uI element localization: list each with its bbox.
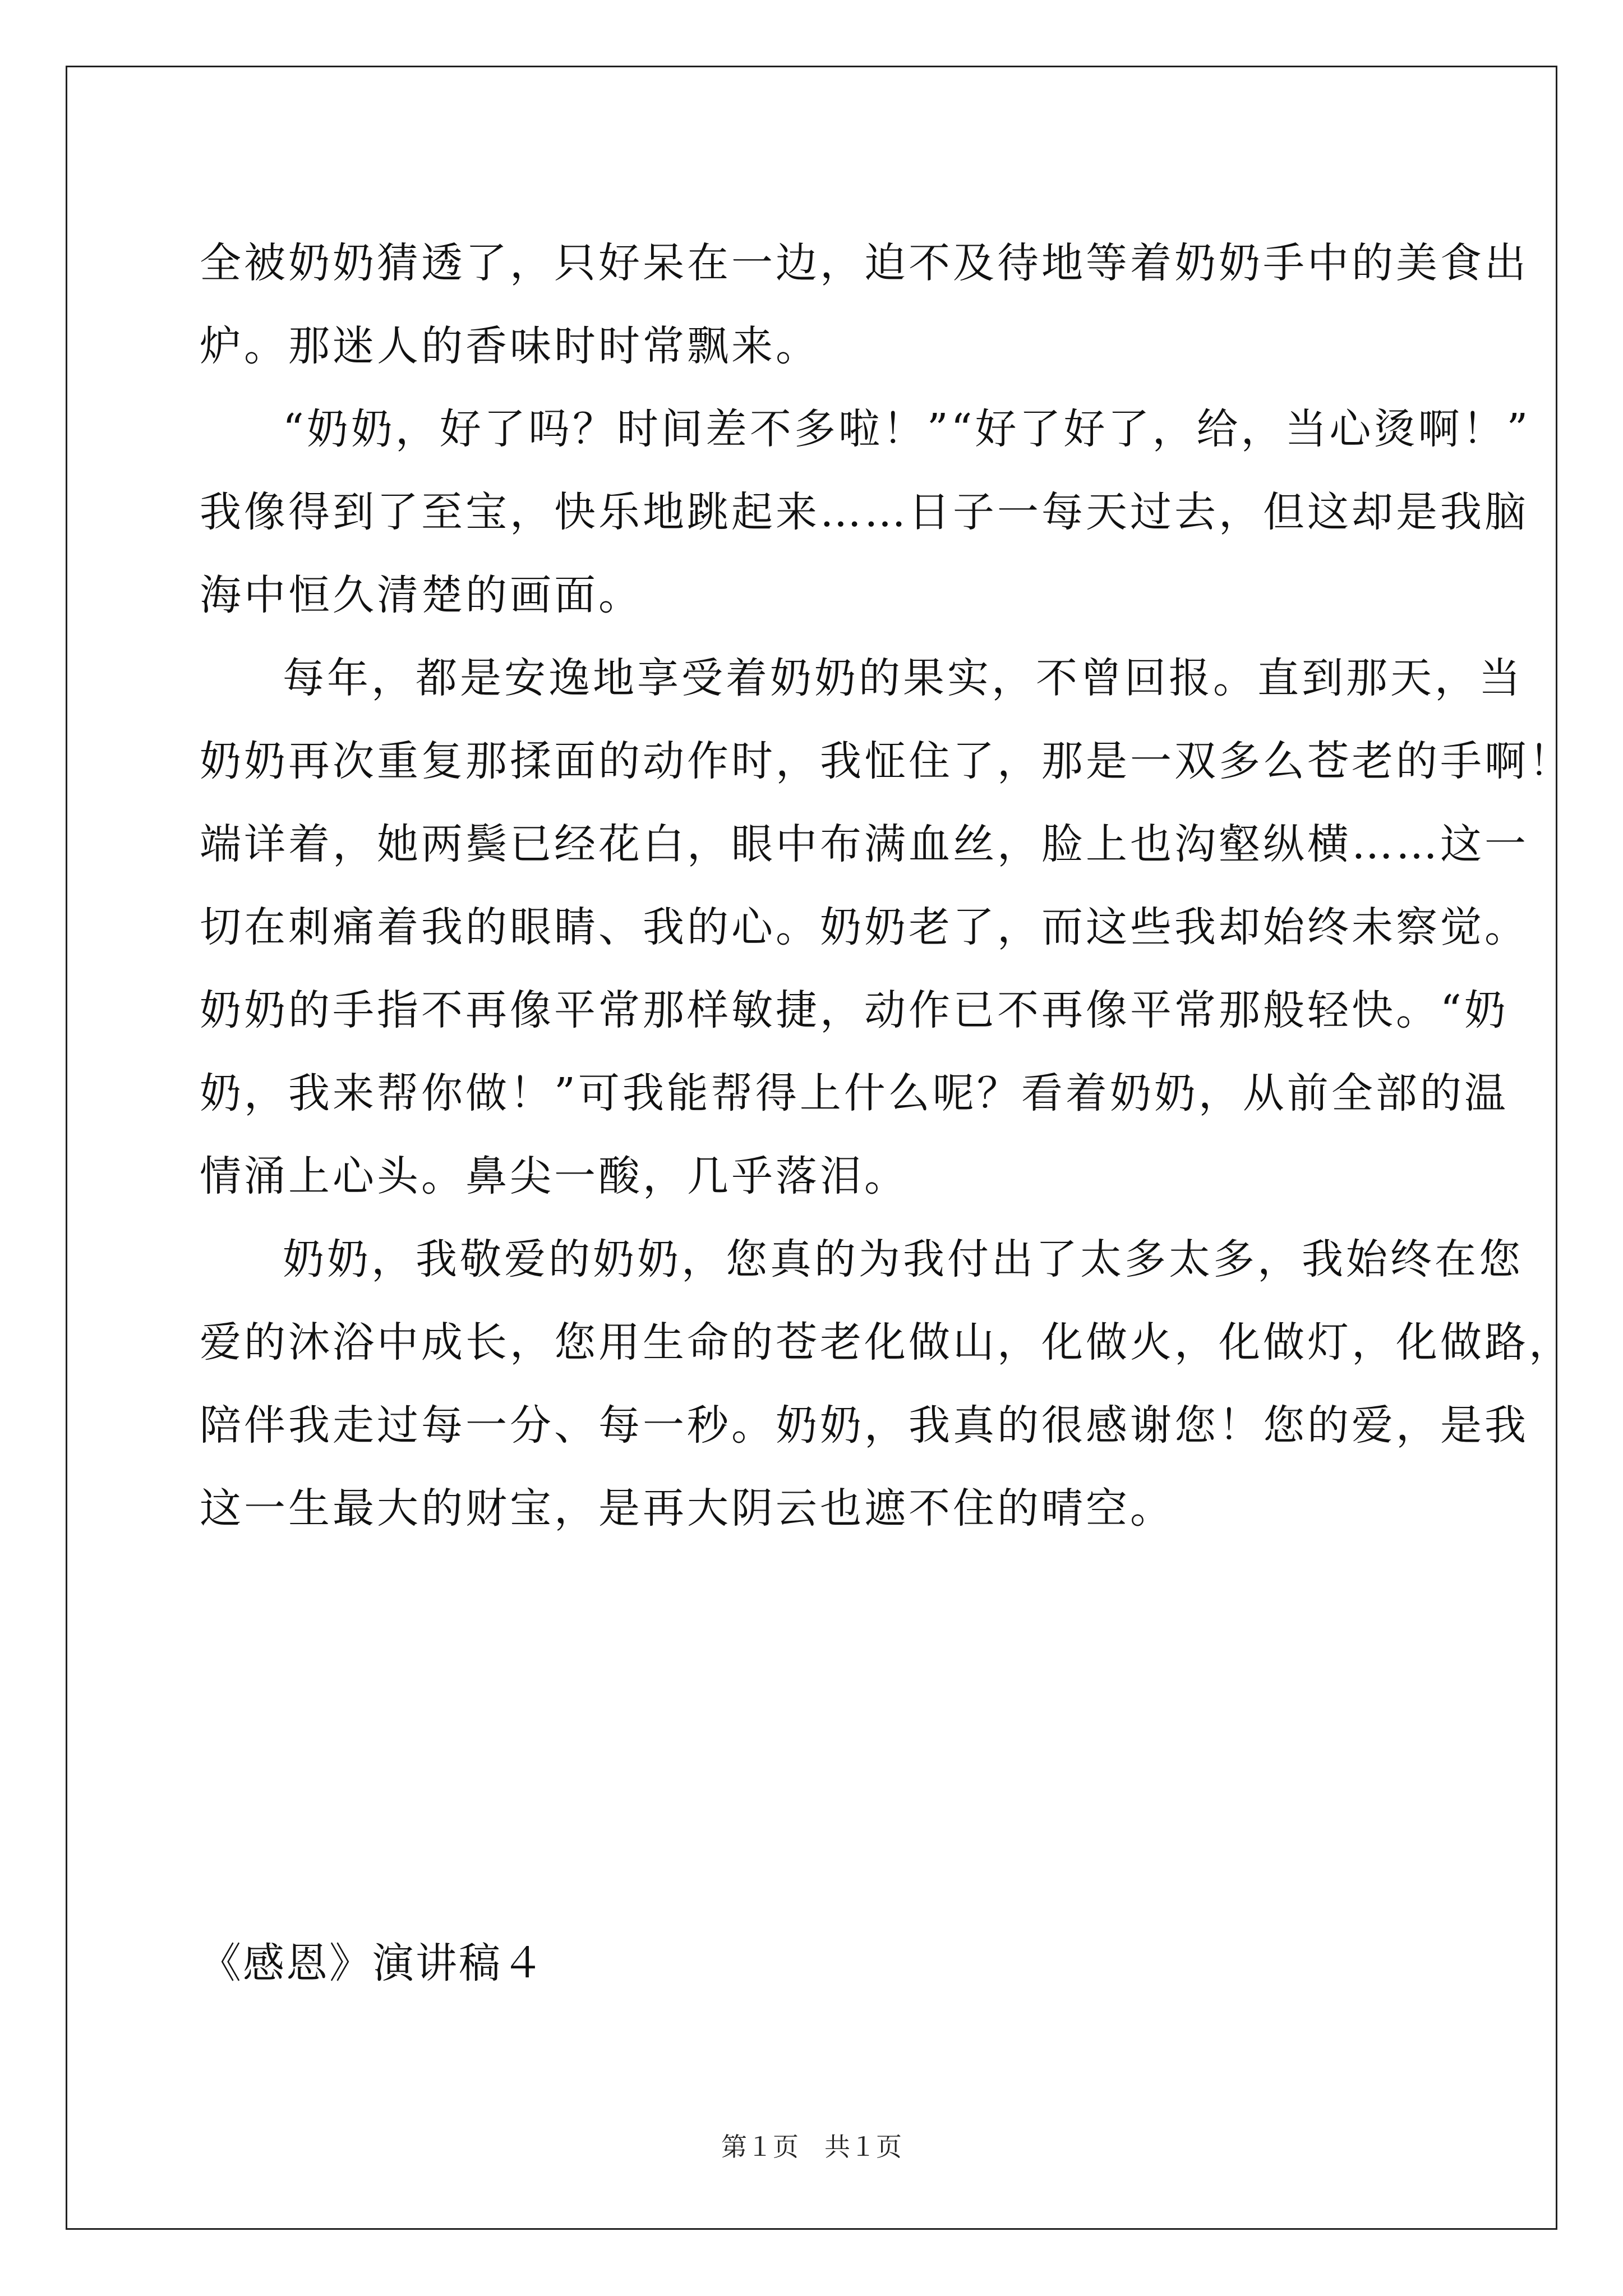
text-line: 海中恒久清楚的画面。 [200, 571, 643, 619]
text-line: 炉。那迷人的香味时时常飘来。 [200, 322, 820, 370]
text-line: 这一生最大的财宝，是再大阴云也遮不住的晴空。 [200, 1484, 1174, 1533]
document-body [200, 222, 1573, 1550]
text-line: 端详着，她两鬓已经花白，眼中布满血丝，脸上也沟壑纵横……这一 [200, 820, 1529, 868]
text-line: 切在刺痛着我的眼睛、我的心。奶奶老了，而这些我却始终未察觉。 [200, 903, 1529, 951]
text-line: 全被奶奶猜透了，只好呆在一边，迫不及待地等着奶奶手中的美食出 [200, 239, 1529, 287]
text-line: 爱的沐浴中成长，您用生命的苍老化做山，化做火，化做灯，化做路， [200, 1318, 1573, 1366]
text-line: 我像得到了至宝，快乐地跳起来……日子一每天过去，但这却是我脑 [200, 488, 1529, 536]
section-heading: 《感恩》演讲稿４ [200, 1939, 545, 1987]
paragraph-first-line: 奶奶，我敬爱的奶奶，您真的为我付出了太多太多，我始终在您 [283, 1235, 1523, 1283]
text-line: 奶奶的手指不再像平常那样敏捷，动作已不再像平常那般轻快。“奶 [200, 986, 1509, 1034]
text-line: 奶奶再次重复那揉面的动作时，我怔住了，那是一双多么苍老的手啊！ [200, 737, 1573, 785]
paragraph-first-line: “奶奶，好了吗？时间差不多啦！”“好了好了，给，当心烫啊！” [283, 405, 1531, 453]
text-line: 陪伴我走过每一分、每一秒。奶奶，我真的很感谢您！您的爱，是我 [200, 1401, 1529, 1450]
paragraph-first-line: 每年，都是安逸地享受着奶奶的果实，不曾回报。直到那天，当 [283, 654, 1523, 702]
text-line: 情涌上心头。鼻尖一酸，几乎落泪。 [200, 1152, 909, 1200]
text-line: 奶，我来帮你做！”可我能帮得上什么呢？看着奶奶，从前全部的温 [200, 1069, 1509, 1117]
page-number-footer: 第１页 共１页 [721, 2132, 902, 2162]
